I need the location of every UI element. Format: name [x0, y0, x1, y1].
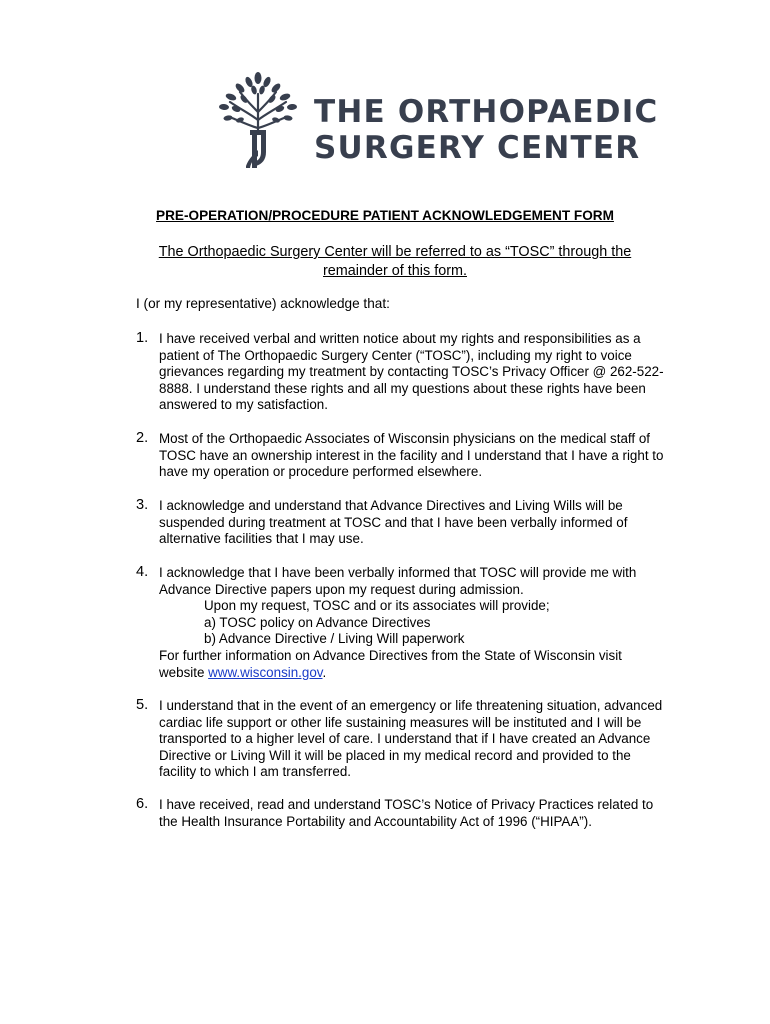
item-number: 6.: [136, 796, 149, 812]
item-number: 2.: [136, 430, 149, 446]
logo-line-2: SURGERY CENTER: [314, 130, 641, 166]
list-item: [136, 431, 666, 481]
list-item: [136, 565, 666, 681]
item-text: I have received, read and understand TOSC’s Notice of Privacy Practices related to the Health Insurance Portability and Accountability Act of 1996 (“HIPAA”).: [159, 797, 654, 829]
item-text: Most of the Orthopaedic Associates of Wisconsin physicians on the medical staff of TOSC have an ownership interest in the facility and I understand that I have a right to have my operation or procedure performed elsewhere.: [159, 431, 664, 480]
wisconsin-gov-link[interactable]: www.wisconsin.gov: [208, 664, 323, 680]
logo-wordmark: [314, 94, 658, 166]
sub-intro: Upon my request, TOSC and or its associates will provide;: [204, 598, 550, 614]
item-number: 3.: [136, 497, 149, 513]
item-text: I have received verbal and written notice about my rights and responsibilities as a patient of The Orthopaedic Surgery Center (“TOSC”), including my right to voice grievances regarding my treatment by contacting TOSC’s Privacy Officer @ 262-522-8888. I understand these rights and all my questions about these rights have been answered to my satisfaction.: [159, 331, 664, 413]
item-number: 1.: [136, 330, 149, 346]
form-title: PRE-OPERATION/PROCEDURE PATIENT ACKNOWLEDGEMENT FORM: [156, 208, 614, 223]
logo-line-1: THE ORTHOPAEDIC: [314, 94, 659, 130]
sub-item-b: b) Advance Directive / Living Will paperwork: [204, 631, 465, 647]
logo: [216, 72, 659, 168]
item-text-block: [159, 565, 666, 681]
list-item: [136, 698, 666, 781]
intro-text: I (or my representative) acknowledge that:: [136, 296, 390, 311]
list-item: [136, 797, 666, 830]
sub-item-a: a) TOSC policy on Advance Directives: [204, 614, 431, 630]
list-item: [136, 331, 666, 414]
item-text: I acknowledge and understand that Advance Directives and Living Wills will be suspended during treatment at TOSC and that I have been verbally informed of alternative facilities that I may use.: [159, 498, 628, 547]
item-text: I understand that in the event of an emergency or life threatening situation, advanced cardiac life support or other life sustaining measures will be instituted and I will be transported to a higher level of care. I understand that if I have created an Advance Directive or Living Will it will be placed in my medical record and provided to the facility to which I am transferred.: [159, 698, 663, 780]
item-number: 4.: [136, 564, 149, 580]
form-subtitle: The Orthopaedic Surgery Center will be referred to as “TOSC” through the remainder of this form.: [158, 244, 632, 279]
list-item: [136, 498, 666, 548]
further-info-text: For further information on Advance Directives from the State of Wisconsin visit website: [159, 647, 622, 680]
item-text: I acknowledge that I have been verbally informed that TOSC will provide me with Advance Directive papers upon my request during admission.: [159, 565, 637, 597]
tree-logo-icon: [216, 72, 300, 168]
further-info: [159, 648, 666, 681]
further-info-end: .: [322, 664, 327, 680]
item-number: 5.: [136, 697, 149, 713]
